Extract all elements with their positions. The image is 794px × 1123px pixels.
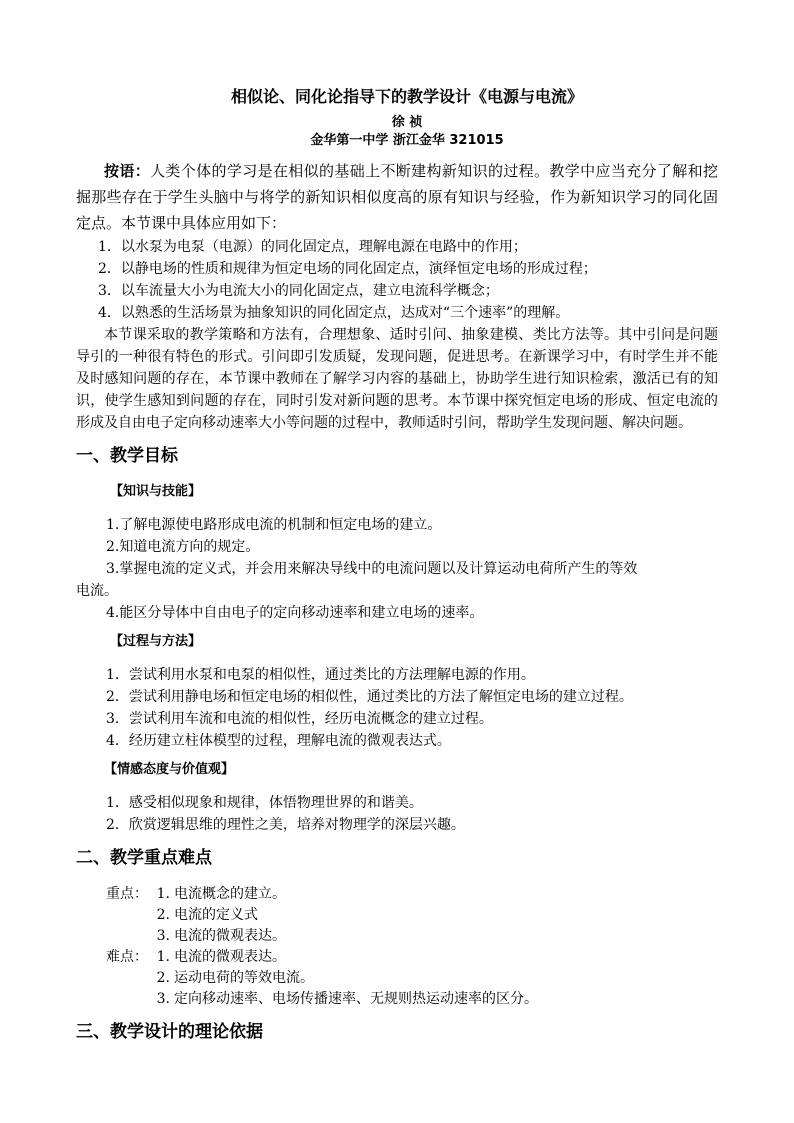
key-point-number: 2. [156, 907, 170, 923]
key-point-text: 电流的定义式 [174, 907, 258, 923]
knowledge-item: 2.知道电流方向的规定。 [106, 539, 260, 555]
application-item: 1．以水泵为电泵（电源）的同化固定点，理解电源在电路中的作用； [98, 239, 527, 255]
key-point-number: 1. [156, 886, 170, 902]
application-item: 2．以静电场的性质和规律为恒定电场的同化固定点，演绎恒定电场的形成过程； [98, 261, 597, 277]
process-item: 2．尝试利用静电场和恒定电场的相似性，通过类比的方法了解恒定电场的建立过程。 [106, 689, 633, 705]
key-point-text: 电流概念的建立。 [174, 886, 286, 902]
subheading-knowledge-skills: 【知识与技能】 [110, 484, 202, 499]
application-item: 3．以车流量大小为电流大小的同化固定点，建立电流科学概念； [98, 283, 499, 299]
process-item: 4．经历建立柱体模型的过程，理解电流的微观表达式。 [106, 733, 451, 749]
difficult-point-text: 运动电荷的等效电流。 [174, 970, 314, 986]
document-title: 相似论、同化论指导下的教学设计《电源与电流》 [230, 87, 583, 106]
knowledge-item: 4.能区分导体中自由电子的定向移动速率和建立电场的速率。 [106, 605, 484, 621]
editor-note [76, 158, 718, 236]
knowledge-item: 1.了解电源使电路形成电流的机制和恒定电场的建立。 [106, 517, 442, 533]
knowledge-item-continuation: 电流。 [76, 583, 118, 599]
process-item: 3．尝试利用车流和电流的相似性，经历电流概念的建立过程。 [106, 711, 493, 727]
difficult-point-text: 电流的微观表达。 [174, 949, 286, 965]
subheading-process-methods: 【过程与方法】 [110, 634, 202, 649]
emotion-item: 2．欣赏逻辑思维的理性之美，培养对物理学的深层兴趣。 [106, 817, 465, 833]
key-point-text: 电流的微观表达。 [174, 928, 286, 944]
document-page [76, 86, 718, 1058]
difficult-point-number: 2. [156, 970, 170, 986]
key-difficult-points [76, 884, 718, 1010]
strategy-paragraph: 本节课采取的教学策略和方法有，合理想象、适时引问、抽象建模、类比方法等。其中引问是问题导引的一种很有特色的形式。引问即引发质疑，发现问题，促进思考。在新课学习中，有时学生并不能及时感知问题的存在，本节课中教师在了解学习内容的基础上，协助学生进行知识检索，激活已有的知识，使学生感知到问题的存在，同时引发对新问题的思考。本节课中探究恒定电场的形成、恒定电流的形成及自由电子定向移动速率大小等问题的过程中，教师适时引问，帮助学生发现问题、解决问题。 [76, 327, 718, 431]
application-item: 4．以熟悉的生活场景为抽象知识的同化固定点，达成对“三个速率”的理解。 [98, 305, 570, 321]
editor-note-text: 人类个体的学习是在相似的基础上不断建构新知识的过程。教学中应当充分了解和挖掘那些存在于学生头脑中与将学的新知识相似度高的原有知识与经验，作为新知识学习的同化固定点。本节课中具体应用如下： [76, 162, 718, 232]
difficult-point-text: 定向移动速率、电场传播速率、无规则热运动速率的区分。 [174, 991, 538, 1007]
knowledge-list [76, 514, 718, 624]
section-heading-key-difficult: 二、教学重点难点 [76, 848, 212, 868]
section-heading-theory: 三、教学设计的理论依据 [76, 1022, 263, 1042]
author-name: 徐 祯 [391, 115, 423, 130]
key-point-number: 3. [156, 928, 170, 944]
application-list [76, 236, 718, 324]
difficult-point-number: 1. [156, 949, 170, 965]
emotion-list [76, 792, 718, 836]
author-affiliation: 金华第一中学 浙江金华 321015 [310, 133, 504, 148]
knowledge-item: 3.掌握电流的定义式，并会用来解决导线中的电流问题以及计算运动电荷所产生的等效 [106, 561, 638, 577]
difficult-point-number: 3. [156, 991, 170, 1007]
process-list [76, 664, 718, 752]
emotion-item: 1．感受相似现象和规律，体悟物理世界的和谐美。 [106, 795, 423, 811]
difficult-points-label: 难点： [106, 949, 148, 965]
editor-note-label: 按语： [104, 162, 151, 180]
subheading-emotion-values: 【情感态度与价值观】 [104, 762, 235, 777]
process-item: 1．尝试利用水泵和电泵的相似性，通过类比的方法理解电源的作用。 [106, 667, 535, 683]
section-heading-objectives: 一、教学目标 [76, 446, 178, 466]
key-points-label: 重点： [106, 886, 148, 902]
